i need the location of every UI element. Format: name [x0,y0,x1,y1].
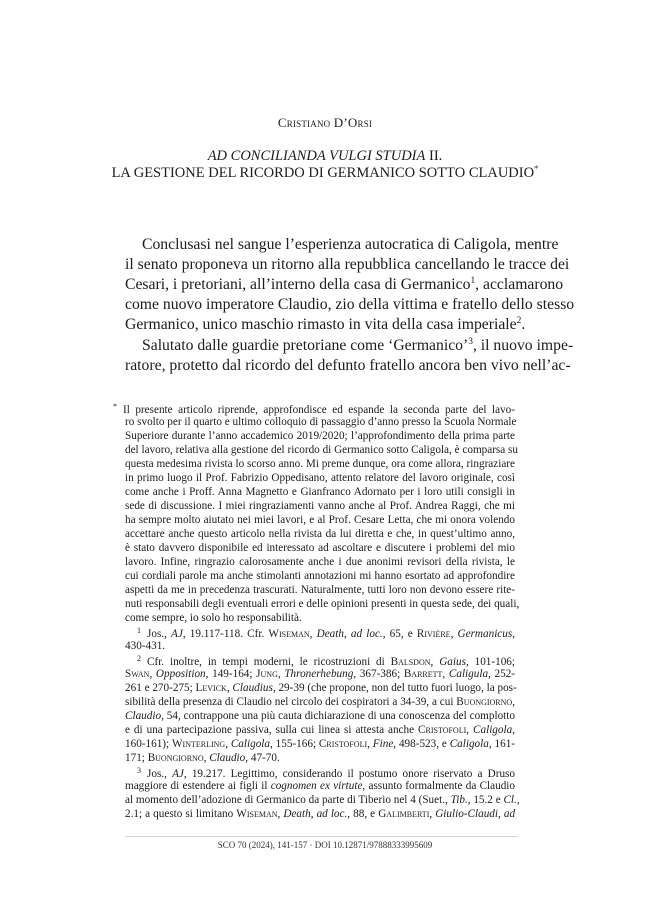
footnote-2-line [125,710,515,722]
text-span: , [309,628,317,640]
title-italic: AD CONCILIANDA VULGI STUDIA [207,148,426,164]
text-span: Tib. [450,794,468,806]
text-span: Caligola [230,738,271,750]
text-span: , 252- [488,668,516,680]
text-span: ad loc. [350,628,383,640]
text-span: , [203,752,210,764]
text-span: 171; [125,752,148,764]
text-span: Rivière [416,628,451,640]
text-span: 2.1; a questo si limitano [125,808,237,820]
text-span: ad [503,808,516,820]
footnote-ref: 1 [470,275,476,286]
footnote-3-line [125,794,520,806]
text-span: , 54, contrappone una più cauta dichiarazione di una conoscenza del complotto [161,710,515,722]
text-span: ad loc. [316,808,348,820]
footnote-number: 2 [137,654,141,663]
footnote-star-line: accettare anche questo articolo nella rivista da lui diretta e che, in quest’ultimo anno, [125,528,515,540]
footnote-2-line [125,654,515,668]
text-span: Claudio [209,752,246,764]
body-text: Germanico, unico maschio rimasto in vita della casa imperiale [125,316,517,333]
footnote-text: Il presente articolo riprende, approfondisce ed espande la seconda parte del lavo- [123,404,515,416]
footnote-star-line: questa medesima rivista lo scorso anno. Mi preme dunque, ora come allora, ringraziare [125,458,515,470]
body-line [125,275,564,294]
author-name: Cristiano D’Orsi [277,115,373,130]
title-footnote-mark: * [534,163,539,174]
text-span: , [516,794,520,806]
footnote-star-line: cui cordiali parole ma anche stimolanti annotazioni mi hanno esortato ad approfondire [125,570,515,582]
body-text: , il nuovo impe- [472,337,574,354]
text-span: , [450,628,458,640]
footnote-star-line [113,402,515,416]
text-span: Cristofoli [418,724,467,736]
body-text: Cesari, i pretoriani, all’interno della casa di Germanico [125,276,471,293]
text-span: , [343,628,351,640]
text-span: , [442,668,449,680]
text-span: Jung [256,668,278,680]
text-span: Buongiorno [147,752,204,764]
footnote-marker: * [113,402,117,411]
text-span: Balsdon [390,656,431,668]
title-numeral: II. [425,148,443,164]
footnote-1-line [125,626,515,640]
text-span: , 47-70. [245,752,280,764]
text-span: e di una partecipazione passiva, sulla cui linea si attesta anche [125,724,419,736]
footnote-star-line: come sempre, io solo ho responsabilità. [125,612,302,624]
text-span: , 19.117-118. Cfr. [182,628,269,640]
text-span: , 19.217. Legittimo, considerando il postumo onore riservato a Druso [183,768,515,780]
footnote-2-line [125,738,515,750]
text-span: , [512,696,515,708]
text-span: , [429,808,436,820]
footnote-star-line: come anche i Proff. Anna Magnetto e Gianfranco Adornato per i loro utili consigli in [125,486,515,498]
text-span: , 367-386; [353,668,404,680]
text-span: , [225,738,231,750]
footnote-3-line [125,808,515,820]
text-span: Caligola [473,724,513,736]
text-span: Claudius [232,682,273,694]
text-span: , [310,808,317,820]
text-span: , assunto formalmente da Claudio [362,780,515,792]
text-span: Galimberti [378,808,430,820]
text-span: Caligola [449,738,489,750]
body-text: . [521,316,526,333]
text-span: , 161- [488,738,516,750]
text-span: , [277,668,285,680]
text-span: Cristofoli [318,738,368,750]
text-span: Thronerhebung [284,668,354,680]
footnote-2-line [125,724,515,736]
body-line [142,336,574,355]
footnote-3-line [125,780,515,792]
text-span: , [367,738,373,750]
text-span: 160-161); [125,738,172,750]
footnote-ref: 2 [516,315,522,326]
journal-citation-footer: SCO 70 (2024), 141-157 · DOI 10.12871/97888333995609 [217,840,433,850]
footnote-star-line: sede di discussione. I miei ringraziamenti vanno anche al Prof. Andrea Raggi, che mi [125,500,515,512]
text-span: Cl. [503,794,517,806]
footnote-2-line [125,668,515,680]
text-span: , 149-164; [205,668,257,680]
footnote-star-line: aspetti da me in precedenza trascurati. Naturalmente, tutti loro non devono essere rite- [125,584,515,596]
text-span: , [512,628,516,640]
text-span: al momento dell’adozione di Germanico da parte di Tiberio nel 4 (Suet., [125,794,451,806]
text-span: , 29-39 (che propone, non del tutto fuori luogo, la pos- [272,682,517,694]
footnote-star-line: in primo luogo il Prof. Fabrizio Oppedisano, attento relatore del lavoro originale, così [125,472,515,484]
footnote-number: 3 [137,766,141,775]
text-span: Death [283,808,311,820]
body-text: Salutato dalle guardie pretoriane come ‘Germanico’ [142,337,469,354]
footnote-2-line [125,696,515,708]
text-span: maggiore di estendere ai figli il [125,780,271,792]
text-span: , [512,724,515,736]
text-span: , [498,808,504,820]
footnote-star-line: ro svolto per il quarto e ultimo colloquio di passaggio d’anno presso la Scuola Normale [125,416,517,428]
footnote-2-line [125,752,280,764]
text-span: Winterling [171,738,226,750]
footnote-1-line: 430-431. [125,640,166,652]
footnote-3-line [125,766,515,780]
body-line: come nuovo imperatore Claudio, zio della vittima e fratello dello stesso [125,296,575,313]
text-span: Barrett [403,668,443,680]
text-span: Wiseman [268,628,310,640]
text-span: Claudio [125,710,162,722]
text-span: , 498-523, e [393,738,450,750]
body-line: il senato proponeva un ritorno alla repubblica cancellando le tracce dei [125,256,570,273]
text-span: Gaius [439,656,466,668]
body-line: Conclusasi nel sangue l’esperienza autocratica di Caligola, mentre [142,236,559,253]
text-span: Opposition [155,668,206,680]
text-span: , [226,682,233,694]
text-span: Death [316,628,344,640]
text-span: , 155-166; [270,738,319,750]
text-span: 261 e 270-275; [125,682,196,694]
text-span: AJ [172,768,184,780]
text-span: Fine [372,738,394,750]
footnote-star-line: ha sempre molto aiutato nei miei lavori, e al Prof. Cesare Letta, che mi onora volendo [125,514,515,526]
text-span: Jos., [147,628,172,640]
text-span: , [149,668,156,680]
text-span: Cfr. inoltre, in tempi moderni, le ricostruzioni di [147,656,391,668]
footnote-star-line: lavoro. Infine, ringrazio calorosamente anche i due anonimi revisori della rivista, le [125,556,515,568]
article-title-line-1 [0,148,650,165]
text-span: Levick [195,682,227,694]
text-span: AJ [171,628,183,640]
text-span: Caligula [448,668,489,680]
footnote-2-line [125,682,515,694]
text-span: , 65, e [382,628,417,640]
body-text: , acclamarono [475,276,564,293]
text-span: Jos., [147,768,173,780]
footnote-star-line: Superiore durante l’anno accademico 2019/2020; l’approfondimento della prima parte [125,430,515,442]
text-span: , 15.2 e [467,794,504,806]
text-span: Wiseman [236,808,278,820]
footnote-ref: 3 [468,336,473,347]
footnote-number: 1 [137,626,141,635]
text-span: , [277,808,284,820]
text-span: Germanicus [457,628,513,640]
text-span: cognomen ex virtute [270,780,363,792]
footer-divider [125,836,518,837]
text-span: , [466,724,474,736]
text-span: , 101-106; [465,656,515,668]
title-subtitle: LA GESTIONE DEL RICORDO DI GERMANICO SOTTO CLAUDIO [111,165,535,181]
text-span: sibilità della presenza di Claudio nel circolo dei cospiratori a 34-39, a cui [125,696,457,708]
footnote-star-line: del lavoro, relativa alla gestione del ricordo di Germanico sotto Caligola, è comparsa su [125,444,518,456]
article-title-line-2 [0,165,650,182]
footnote-star-line: è stato davvero disponibile ed interessato ad ascoltare e discutere i problemi del mio [125,542,515,554]
text-span: , 88, e [347,808,379,820]
text-span: Giulio-Claudi [435,808,498,820]
text-span: , [430,656,440,668]
text-span: Swan [125,668,150,680]
footnote-star-line: nuti responsabili degli eventuali errori e delle opinioni presenti in questa sede, dei quali, [125,598,520,610]
body-line [125,316,525,334]
text-span: Buongiorno [456,696,513,708]
body-line: ratore, protetto dal ricordo del defunto fratello ancora ben vivo nell’ac- [125,357,571,374]
